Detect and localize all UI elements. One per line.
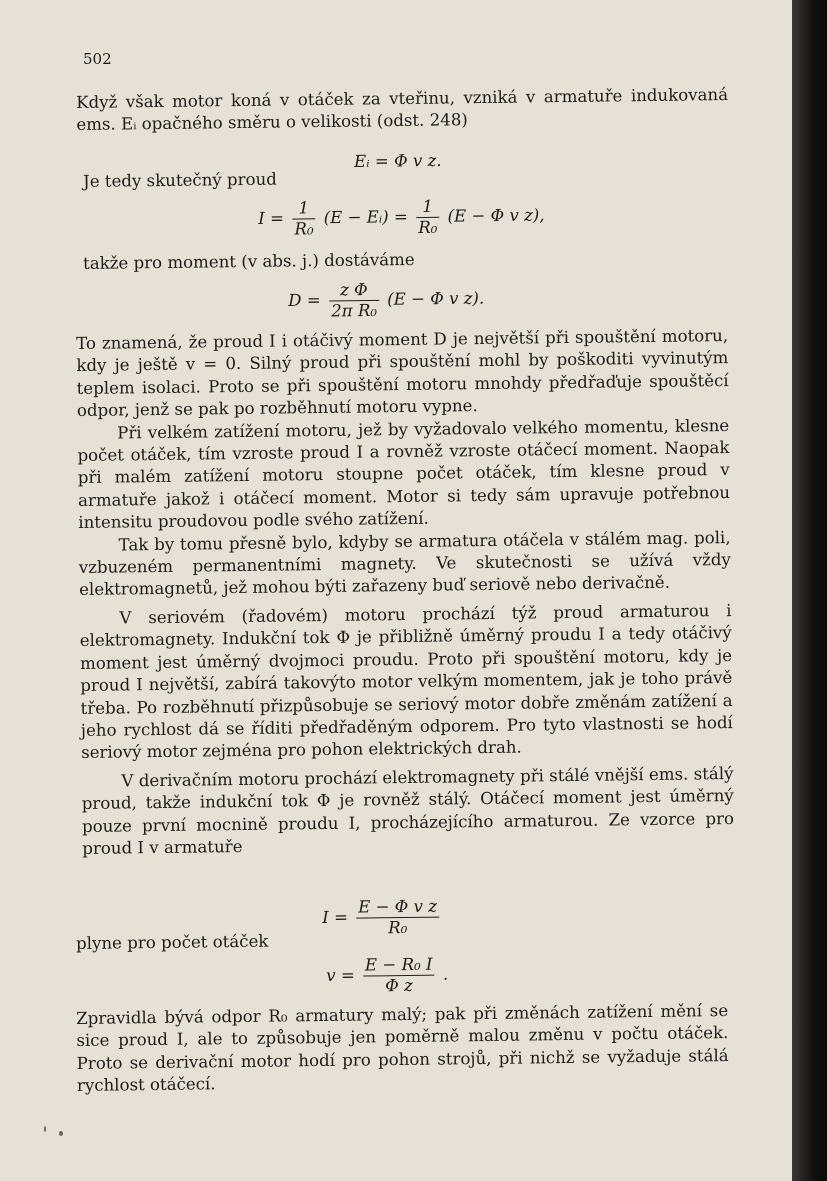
paragraph-armature-resistance: Zpravidla bývá odpor R₀ armatury malý; pak při změnách zatížení mění se sice proud I, ale to způsobuje jen poměrně malou změnu v počtu otáček. Proto se derivační motor hodí pro pohon strojů, při nichž se vyžaduje stálá rychlost otáčecí. [76, 1001, 729, 1096]
page-shadow-edge [792, 0, 827, 1181]
text-moment-intro: takže pro moment (v abs. j.) dostáváme [83, 249, 415, 273]
text-speed-intro: plyne pro počet otáček [76, 931, 269, 953]
eq2-fraction-1: $\frac{1}{\text{R₀}}$ [292, 198, 316, 239]
equation-induced-ems: Eᵢ = Φ v z. [354, 150, 442, 171]
equation-moment [288, 279, 484, 322]
ink-speck [44, 1126, 46, 1132]
eq4-fraction: $\frac{\text{E − Φ v z}}{\text{R₀}}$ [356, 897, 439, 939]
eq3-fraction: $\frac{\text{z Φ}}{\text{2π R₀}}$ [329, 280, 379, 322]
eq3-tail: (E − Φ v z). [387, 288, 485, 309]
eq2-lhs: I = [258, 208, 285, 228]
eq2-fraction-2: $\frac{1}{\text{R₀}}$ [416, 197, 440, 238]
text-current-intro: Je tedy skutečný proud [83, 169, 277, 191]
body-text-block [76, 325, 734, 860]
equation-armature-current [322, 897, 442, 939]
paragraph-series-motor: V seriovém (řadovém) motoru prochází týž proud armaturou i elektromagnety. Indukční tok Φ je přibližně úměrný proudu I a tedy otáčivý moment jest úměrný dvojmoci proudu. Proto při spouštění motoru, kdy je proud I největší, zabírá takovýto motor velkým momentem, jak je toho právě třeba. Po rozběhnutí přizpůsobuje se seriový motor dobře změnám zatížení a jeho rychlost dá se říditi předřaděným odporem. Pro tyto vlastnosti se hodí seriový motor zejména pro pohon elektrických drah. [79, 600, 733, 763]
eq2-middle: (E − Eᵢ) = [323, 207, 408, 228]
paragraph-intro: Když však motor koná v otáček za vteřinu, vzniká v armatuře indukovaná ems. Eᵢ opačného směru o velikosti (odst. 248) [76, 85, 729, 135]
eq2-tail: (E − Φ v z), [447, 205, 545, 226]
ink-speck [59, 1131, 63, 1136]
equation-speed [326, 955, 448, 997]
equation-current [258, 196, 545, 240]
paragraph-magnets: Tak by tomu přesně bylo, kdyby se armatura otáčela v stálém mag. poli, vzbuzeném permanentními magnety. Ve skutečnosti se užívá vždy elektromagnetů, jež mohou býti zařazeny buď seriově nebo derivačně. [78, 527, 731, 600]
eq5-fraction: $\frac{\text{E − R₀ I}}{\text{Φ z}}$ [363, 955, 435, 997]
paragraph-load: Při velkém zatížení motoru, jež by vyžadovalo velkého momentu, klesne počet otáček, tím vzroste proud I a rovněž vzroste otáčecí moment. Naopak při malém zatížení motoru stoupne počet otáček, tím klesne proud v armatuře jakož i otáčecí moment. Motor si tedy sám upravuje potřebnou intensitu proudovou podle svého zatížení. [77, 415, 731, 533]
paragraph-starting-current: To znamená, že proud I i otáčivý moment D je největší při spouštění motoru, kdy je ještě v = 0. Silný proud při spouštění mohl by poškoditi vyvinutým teplem isolaci. Proto se při spouštění motoru mnohdy předřaďuje spouštěcí odpor, jenž se pak po rozběhnutí motoru vypne. [76, 326, 729, 421]
eq3-lhs: D = [288, 290, 321, 310]
page-number: 502 [83, 50, 112, 68]
paragraph-shunt-motor: V derivačním motoru prochází elektromagnety při stálé vnější ems. stálý proud, takže indukční tok Φ je rovněž stálý. Otáčecí moment jest úměrný pouze první mocnině proudu I, procházejícího armaturou. Ze vzorce pro proud I v armatuře [81, 763, 735, 858]
eq5-tail: . [442, 964, 449, 984]
eq5-lhs: v = [326, 965, 355, 985]
eq4-lhs: I = [322, 907, 349, 927]
